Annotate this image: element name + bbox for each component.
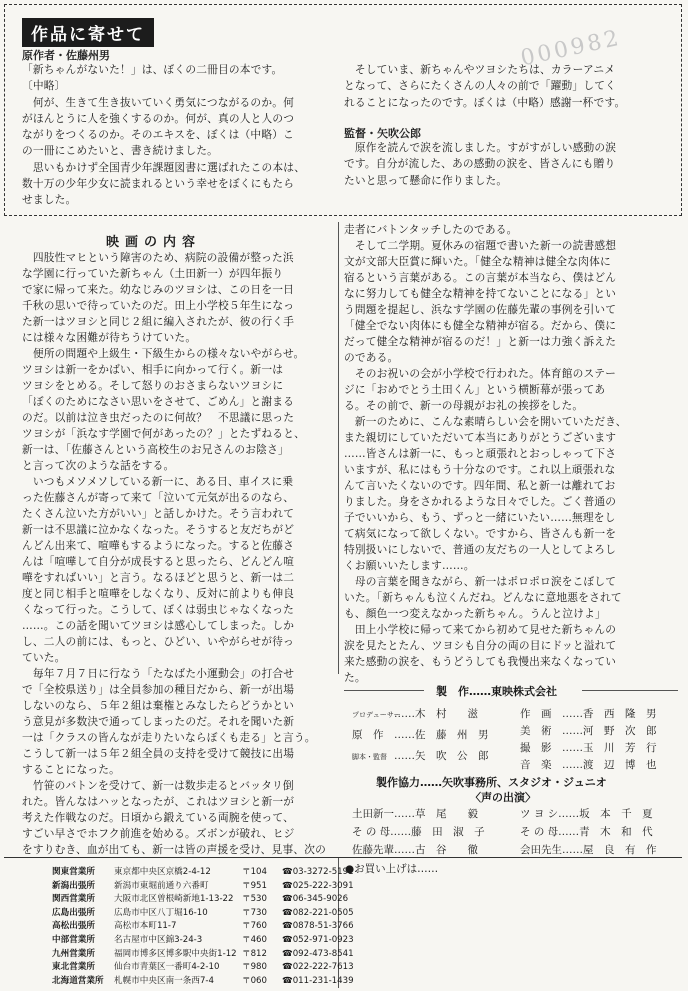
office-row — [52, 893, 348, 905]
text-line: なに努力しても健全な精神を持てないことになる」とい — [344, 287, 617, 300]
text-line: で家に帰って来た。幼なじみのツヨシは、この日を一日 — [22, 283, 294, 296]
credit-role: 美 術 — [520, 725, 552, 737]
credit-name: ……矢 吹 公 郎 — [394, 750, 489, 762]
author-text — [22, 62, 305, 209]
text-line: 竹笹のバトンを受けて、新一は数歩走るとバッタリ倒 — [22, 779, 294, 792]
text-line: 千秋の思いで待っていたのだ。田上小学校５年生になっ — [22, 299, 295, 312]
text-line: りました。身をさかれるような日々でした。ごく普通の — [344, 495, 617, 508]
credit-name: ……玉 川 芳 行 — [562, 742, 657, 754]
text-line: がほんとうに人を強くするのか。何が、真の人と人のつ — [22, 111, 295, 125]
production-company: 製 作……東映株式会社 — [436, 685, 557, 698]
author-heading: 原作者・佐藤州男 — [22, 49, 110, 62]
text-line: 便所の問題や上級生・下級生からの様々ないやがらせ。 — [22, 347, 305, 360]
text-line: 来た感動の涙を、もうどうしても我慢出来なくなってい — [344, 655, 617, 668]
text-line: な学園に行っていた新ちゃん（土田新一）が四年振り — [22, 267, 284, 280]
office-name: 北海道営業所 — [52, 975, 104, 986]
office-row — [52, 866, 354, 878]
text-line: 特別扱いにしないで、普通の友だちの一人としてよろし — [344, 543, 616, 556]
office-addr: 新潟市東堀前通り六番町 — [114, 880, 209, 891]
text-line: 度と同じ相手と喧嘩をしなくなり、反対に前よりも伸良 — [22, 587, 295, 600]
production-cooperation: 製作協力……矢吹事務所、スタジオ・ジュニオ — [376, 776, 607, 789]
text-line: せました。 — [22, 193, 77, 207]
text-line: んて言いたくないのです。四年間、私と新一は離れてお — [344, 479, 616, 492]
office-tel: ☎06-345-9026 — [282, 894, 349, 905]
text-line: 新一のために、こんな素晴らしい会を開いていただき、 — [344, 415, 627, 428]
text-line: う意見が多数決で通ってしまったのだ。それを聞いた新 — [22, 715, 295, 728]
column-divider — [338, 222, 339, 674]
text-line: 「ぼくのためになさい思いをさせて、ごめん」と謝まる — [22, 395, 294, 408]
director-heading: 監督・矢吹公郎 — [344, 127, 421, 140]
office-addr: 大阪市北区曽根崎新地1-13-22 — [114, 894, 234, 905]
office-row — [52, 920, 354, 932]
text-line: 涙を見たとたん、ツヨシも自分の両の目にドッと溢れて — [344, 639, 617, 652]
credit-name: ……渡 辺 博 也 — [562, 759, 657, 771]
credit-row — [520, 740, 657, 755]
text-line: いた。「新ちゃんも泣くんだね。どんなに意地悪をされて — [344, 591, 622, 604]
office-addr: 札幌市中央区南一条西7-4 — [114, 975, 214, 986]
cast-row: 会田先生……屋 良 有 作 — [520, 844, 657, 856]
text-line: となって、さらにたくさんの人々の前で「躍動」してく — [344, 79, 616, 93]
office-addr: 名古屋市中区錦3-24-3 — [114, 935, 203, 945]
cast-row: 土田新一……草 尾 毅 — [352, 808, 478, 820]
office-addr: 高松市本町11-7 — [114, 921, 177, 932]
text-line: そしていま、新ちゃんやツヨシたちは、カラーアニメ — [344, 63, 616, 76]
text-line: 何が、生きて生き抜いていく勇気につながるのか。何 — [22, 95, 294, 109]
text-line: 〔中略〕 — [22, 79, 66, 93]
credit-name: ……佐 藤 州 男 — [394, 729, 489, 741]
office-tel: ☎03-3272-5191 — [282, 867, 354, 877]
text-line: ジに「おめでとう土田くん」という横断幕が張ってあ — [344, 383, 606, 396]
office-zip: 〒760 — [242, 921, 267, 932]
credit-role: プロデューサー — [352, 711, 401, 719]
credit-row — [520, 706, 657, 721]
office-zip: 〒060 — [242, 975, 267, 986]
story-text-right — [344, 222, 627, 686]
credit-row — [520, 723, 657, 738]
text-line: 「新ちゃんがないた！」は、ぼくの二冊目の本です。 — [22, 63, 283, 76]
text-line: の一冊にこめたいと、書き続けました。 — [22, 144, 218, 158]
office-name: 東北営業所 — [52, 962, 95, 973]
text-line: った佐藤さんが寄って来て「泣いて元気が出るのなら、 — [22, 491, 295, 504]
text-line: することになった。 — [22, 763, 120, 776]
office-zip: 〒730 — [242, 907, 267, 918]
office-zip: 〒104 — [242, 867, 267, 877]
office-zip: 〒951 — [242, 880, 267, 891]
text-line: 嘩をすればいい」と言う。なるほどと思うと、新一は二 — [22, 571, 295, 584]
text-line: のだ。以前は泣き虫だったのに何故？ 不思議に思った — [22, 411, 295, 424]
credit-role: 音 楽 — [520, 759, 552, 771]
text-line: 走者にバトンタッチしたのである。 — [344, 223, 518, 236]
office-tel: ☎082-221-0505 — [282, 907, 354, 918]
text-line: た新一はツヨシと同じ２組に編入されたが、彼の行く手 — [22, 315, 295, 328]
text-line: 数十万の少年少女に読まれるという幸せをぼくにもたら — [22, 177, 295, 191]
office-row — [52, 907, 354, 919]
text-line: こうして新一は５年２組全員の支持を受けて競技に出場 — [22, 747, 295, 760]
text-line: と言って次のような話をする。 — [22, 459, 175, 472]
text-line: をすりむき、血が出ても、新一は皆の声援を受け、見事、次の — [22, 843, 326, 856]
office-addr: 東京都中央区京橋2-4-12 — [114, 867, 211, 877]
credit-role: 原 作 — [352, 729, 384, 741]
office-tel: ☎025-222-3091 — [282, 880, 354, 891]
office-row — [52, 880, 354, 892]
text-line: ……。この話を聞いてツヨシは感心してしまった。しか — [22, 619, 295, 632]
credit-name: ……木 村 滋 — [394, 708, 478, 720]
text-line: 文が文部大臣賞に輝いた。「健全な精神は健全な肉体に — [344, 255, 611, 268]
office-name: 新潟出張所 — [52, 880, 95, 891]
text-line: ツヨシは新一をかばい、相手に向かって行く。新一は — [22, 363, 284, 376]
text-line: すごい早さでホフク前進を始める。ズボンが破れ、ヒジ — [22, 827, 295, 840]
office-name: 関西営業所 — [52, 894, 95, 905]
text-line: れることになったのです。ぼくは（中略）感謝一杯です。 — [344, 95, 626, 109]
text-line: 毎年７月７日に行なう「たなばた小運動会」の打合せ — [22, 667, 295, 680]
credit-row — [352, 748, 489, 763]
text-line: また親切にしていただいて本当にありがとうございます — [344, 431, 617, 444]
author-text-continued — [344, 62, 625, 111]
story-text-left — [22, 250, 326, 858]
voice-cast-heading: 〈声の出演〉 — [470, 791, 536, 804]
text-line: しないのなら、５年２組は棄権とみなしたらどうかとい — [22, 699, 295, 712]
text-line: ながりをつくるのか。そのエキスを、ぼくは（中略）こ — [22, 128, 294, 142]
text-line: し、二人の前には、もっと、ひどい、いやがらせが待っ — [22, 635, 294, 648]
credit-row — [352, 727, 489, 742]
office-row — [52, 948, 354, 960]
cast-row: 佐藤先輩……古 谷 徹 — [352, 844, 478, 856]
office-tel: ☎092-473-8541 — [282, 948, 354, 959]
office-tel: ☎0878-51-3766 — [282, 921, 354, 932]
cast-row: そ の 母……青 木 和 代 — [520, 826, 653, 838]
office-zip: 〒812 — [242, 948, 267, 959]
credit-role: 作 画 — [520, 708, 552, 720]
text-line: です。自分が流した、あの感動の涙を、皆さんにも贈り — [344, 157, 616, 171]
text-line: 思いもかけず全国青少年課題図書に選ばれたこの本は、 — [22, 160, 306, 174]
text-line: 原作を読んで涙を流しました。すがすがしい感動の涙 — [344, 141, 617, 154]
text-line: たいと思って懸命に作りました。 — [344, 173, 508, 187]
text-line: いますが、私にはもう十分なのです。これ以上頑張れな — [344, 463, 616, 476]
text-line: れた。皆んなはハッとなったが、これはツヨシと新一が — [22, 795, 295, 808]
cast-row: そ の 母……藤 田 淑 子 — [352, 826, 485, 838]
text-line: う問題を提起し、浜なす学園の佐藤先輩の事例を引いて — [344, 303, 617, 316]
office-row — [52, 934, 354, 946]
text-line: 「健全でない肉体にも健全な精神が宿る。だから、僕に — [344, 319, 617, 332]
text-line: くお願いいたします……。 — [344, 559, 475, 572]
office-name: 広島出張所 — [52, 907, 95, 918]
text-line: んどん出来て、喧嘩もするようになった。すると佐藤さ — [22, 539, 294, 552]
credits-rule-right — [582, 690, 678, 691]
office-name: 九州営業所 — [52, 948, 95, 959]
text-line: ていた。 — [22, 651, 66, 664]
office-addr: 仙台市青葉区一番町4-2-10 — [114, 962, 220, 973]
text-line: ツヨシをとめる。そして怒りのおさまらないツヨシに — [22, 379, 284, 392]
office-zip: 〒460 — [242, 935, 267, 945]
text-line: 考えた作戦なのだ。日頃から鍛えている両腕を使って、 — [22, 811, 294, 824]
text-line: そのお祝いの会が小学校で行われた。体育館のステー — [344, 367, 616, 380]
office-tel: ☎011-231-1439 — [282, 975, 354, 986]
office-zip: 〒530 — [242, 894, 267, 905]
text-line: だって健全な精神が宿るのだ！」と新一は力強く訴えた — [344, 335, 617, 348]
section-tag: 作品に寄せて — [22, 18, 154, 47]
text-line: 田上小学校に帰って来てから初めて見せた新ちゃんの — [344, 623, 617, 636]
text-line: 新一は不思議に泣かなくなった。そうすると友だちがど — [22, 523, 295, 536]
office-name: 関東営業所 — [52, 867, 95, 877]
credits-rule-left — [344, 690, 424, 691]
credit-name: ……河 野 次 郎 — [562, 725, 657, 737]
text-line: 一は「クラスの皆んなが走りたいならぼくも走る」と言う。 — [22, 731, 316, 744]
text-line: た。 — [344, 671, 366, 684]
text-line: たくさん泣いた方がいい」と話しかけた。そう言われて — [22, 507, 295, 520]
credit-role: 撮 影 — [520, 742, 552, 754]
text-line: ……皆さんは新一に、もっと頑張れとおっしゃって下さ — [344, 447, 617, 460]
text-line: て病気になって欲しくない。ですから、皆さんも新一を — [344, 527, 617, 540]
office-tel: ☎052-971-0923 — [282, 935, 354, 945]
credit-name: ……香 西 隆 男 — [562, 708, 657, 720]
text-line: 新一は、「佐藤さんという高校生のお兄さんのお陰さ」 — [22, 443, 289, 456]
text-line: には様々な困難が待ちうけていた。 — [22, 331, 197, 344]
text-line: んは「喧嘩して自分が成長すると思ったら、どんどん喧 — [22, 555, 295, 568]
text-line: ツヨシが「浜なす学園で何があったの？」とたずねると、 — [22, 427, 305, 440]
credit-row — [352, 706, 478, 721]
office-row — [52, 975, 354, 987]
text-line: くなって行った。こうして、ぼくは弱虫じゃなくなった — [22, 603, 294, 616]
director-text — [344, 140, 616, 189]
credit-row — [520, 757, 657, 772]
text-line: で「全校県送り」は全員参加の種目だから、新一が出場 — [22, 683, 295, 696]
text-line: いつもメソメソしている新一に、ある日、車イスに乗 — [22, 475, 294, 488]
office-name: 高松出張所 — [52, 921, 95, 932]
purchase-note: ●お買い上げは…… — [345, 863, 439, 875]
text-line: 宿るという言葉がある。この言葉が本当なら、僕はどん — [344, 271, 617, 284]
credit-role: 脚本・監督 — [352, 753, 387, 761]
office-addr: 福岡市博多区博多駅中央街1-12 — [114, 948, 237, 959]
office-addr: 広島市中区八丁堀16-10 — [114, 907, 208, 918]
text-line: のである。 — [344, 351, 399, 364]
office-zip: 〒980 — [242, 962, 267, 973]
text-line: 子でいいから、もう、ずっと一緒にいたい……無理をし — [344, 511, 616, 524]
text-line: 母の言葉を聞きながら、新一はポロポロ涙をこぼして — [344, 575, 617, 588]
story-title: 映画の内容 — [106, 235, 202, 250]
text-line: も、顔色一つ変えなかった新ちゃん。うんと泣けよ」 — [344, 607, 606, 620]
office-name: 中部営業所 — [52, 935, 95, 945]
cast-row: ツ ヨ シ……坂 本 千 夏 — [520, 808, 653, 820]
text-line: そして二学期。夏休みの宿題で書いた新一の読書感想 — [344, 239, 617, 252]
text-line: 四肢性マヒという障害のため、病院の設備が整った浜 — [22, 251, 294, 264]
text-line: る。その前で、新一の母親がお礼の挨拶をした。 — [344, 399, 584, 412]
office-row — [52, 961, 354, 973]
serial-stamp: 000982 — [518, 25, 624, 72]
office-tel: ☎022-222-7613 — [282, 962, 354, 973]
